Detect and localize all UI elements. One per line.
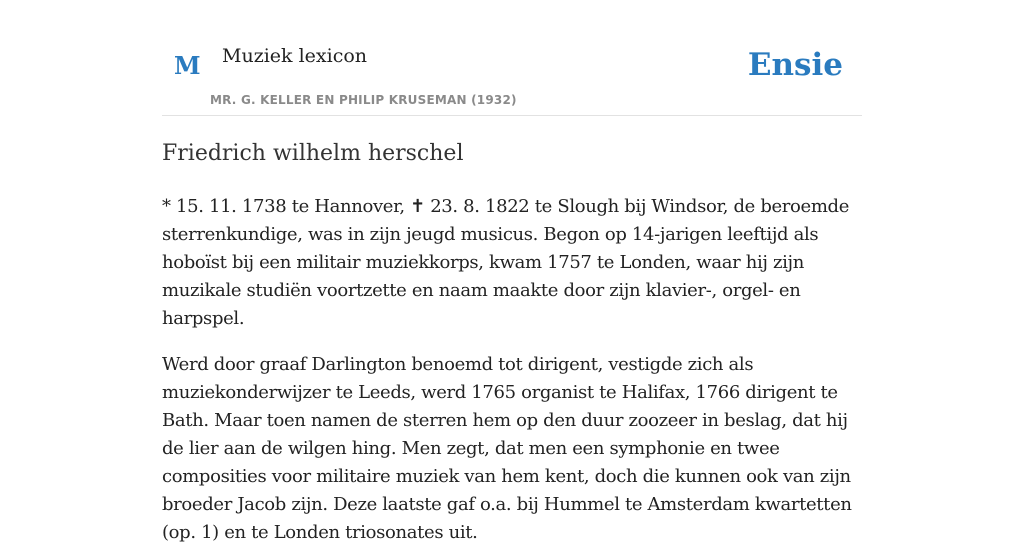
page [162, 0, 862, 547]
article-paragraph: * 15. 11. 1738 te Hannover, ✝ 23. 8. 1822 te Slough bij Windsor, de beroemde sterrenkundige, was in zijn jeugd musicus. Begon op 14-jarigen leeftijd als hoboïst bij een militair muziekkorps, kwam 1757 te Londen, waar hij zijn muzikale studiën voortzette en naam maakte door zijn klavier-, orgel- en harpspel. [162, 195, 850, 329]
article-title: Friedrich wilhelm herschel [162, 141, 464, 166]
lexicon-authors: MR. G. KELLER EN PHILIP KRUSEMAN (1932) [210, 93, 517, 107]
lexicon-title[interactable]: Muziek lexicon [222, 45, 368, 67]
article-paragraph: Werd door graaf Darlington benoemd tot dirigent, vestigde zich als muziekonderwijzer te Leeds, werd 1765 organist te Halifax, 1766 dirigent te Bath. Maar toen namen de sterren hem op den duur zoozeer in beslag, dat hij de lier aan de wilgen hing. Men zegt, dat men een symphonie en twee composities voor militaire muziek van hem kent, doch die kunnen ook van zijn broeder Jacob zijn. Deze laatste gaf o.a. bij Hummel te Amsterdam kwartetten (op. 1) en te Londen triosonates uit. [162, 353, 852, 543]
lexicon-logo-icon[interactable]: M [174, 51, 201, 80]
header [162, 0, 862, 116]
ensie-brand-link[interactable]: Ensie [747, 47, 843, 83]
